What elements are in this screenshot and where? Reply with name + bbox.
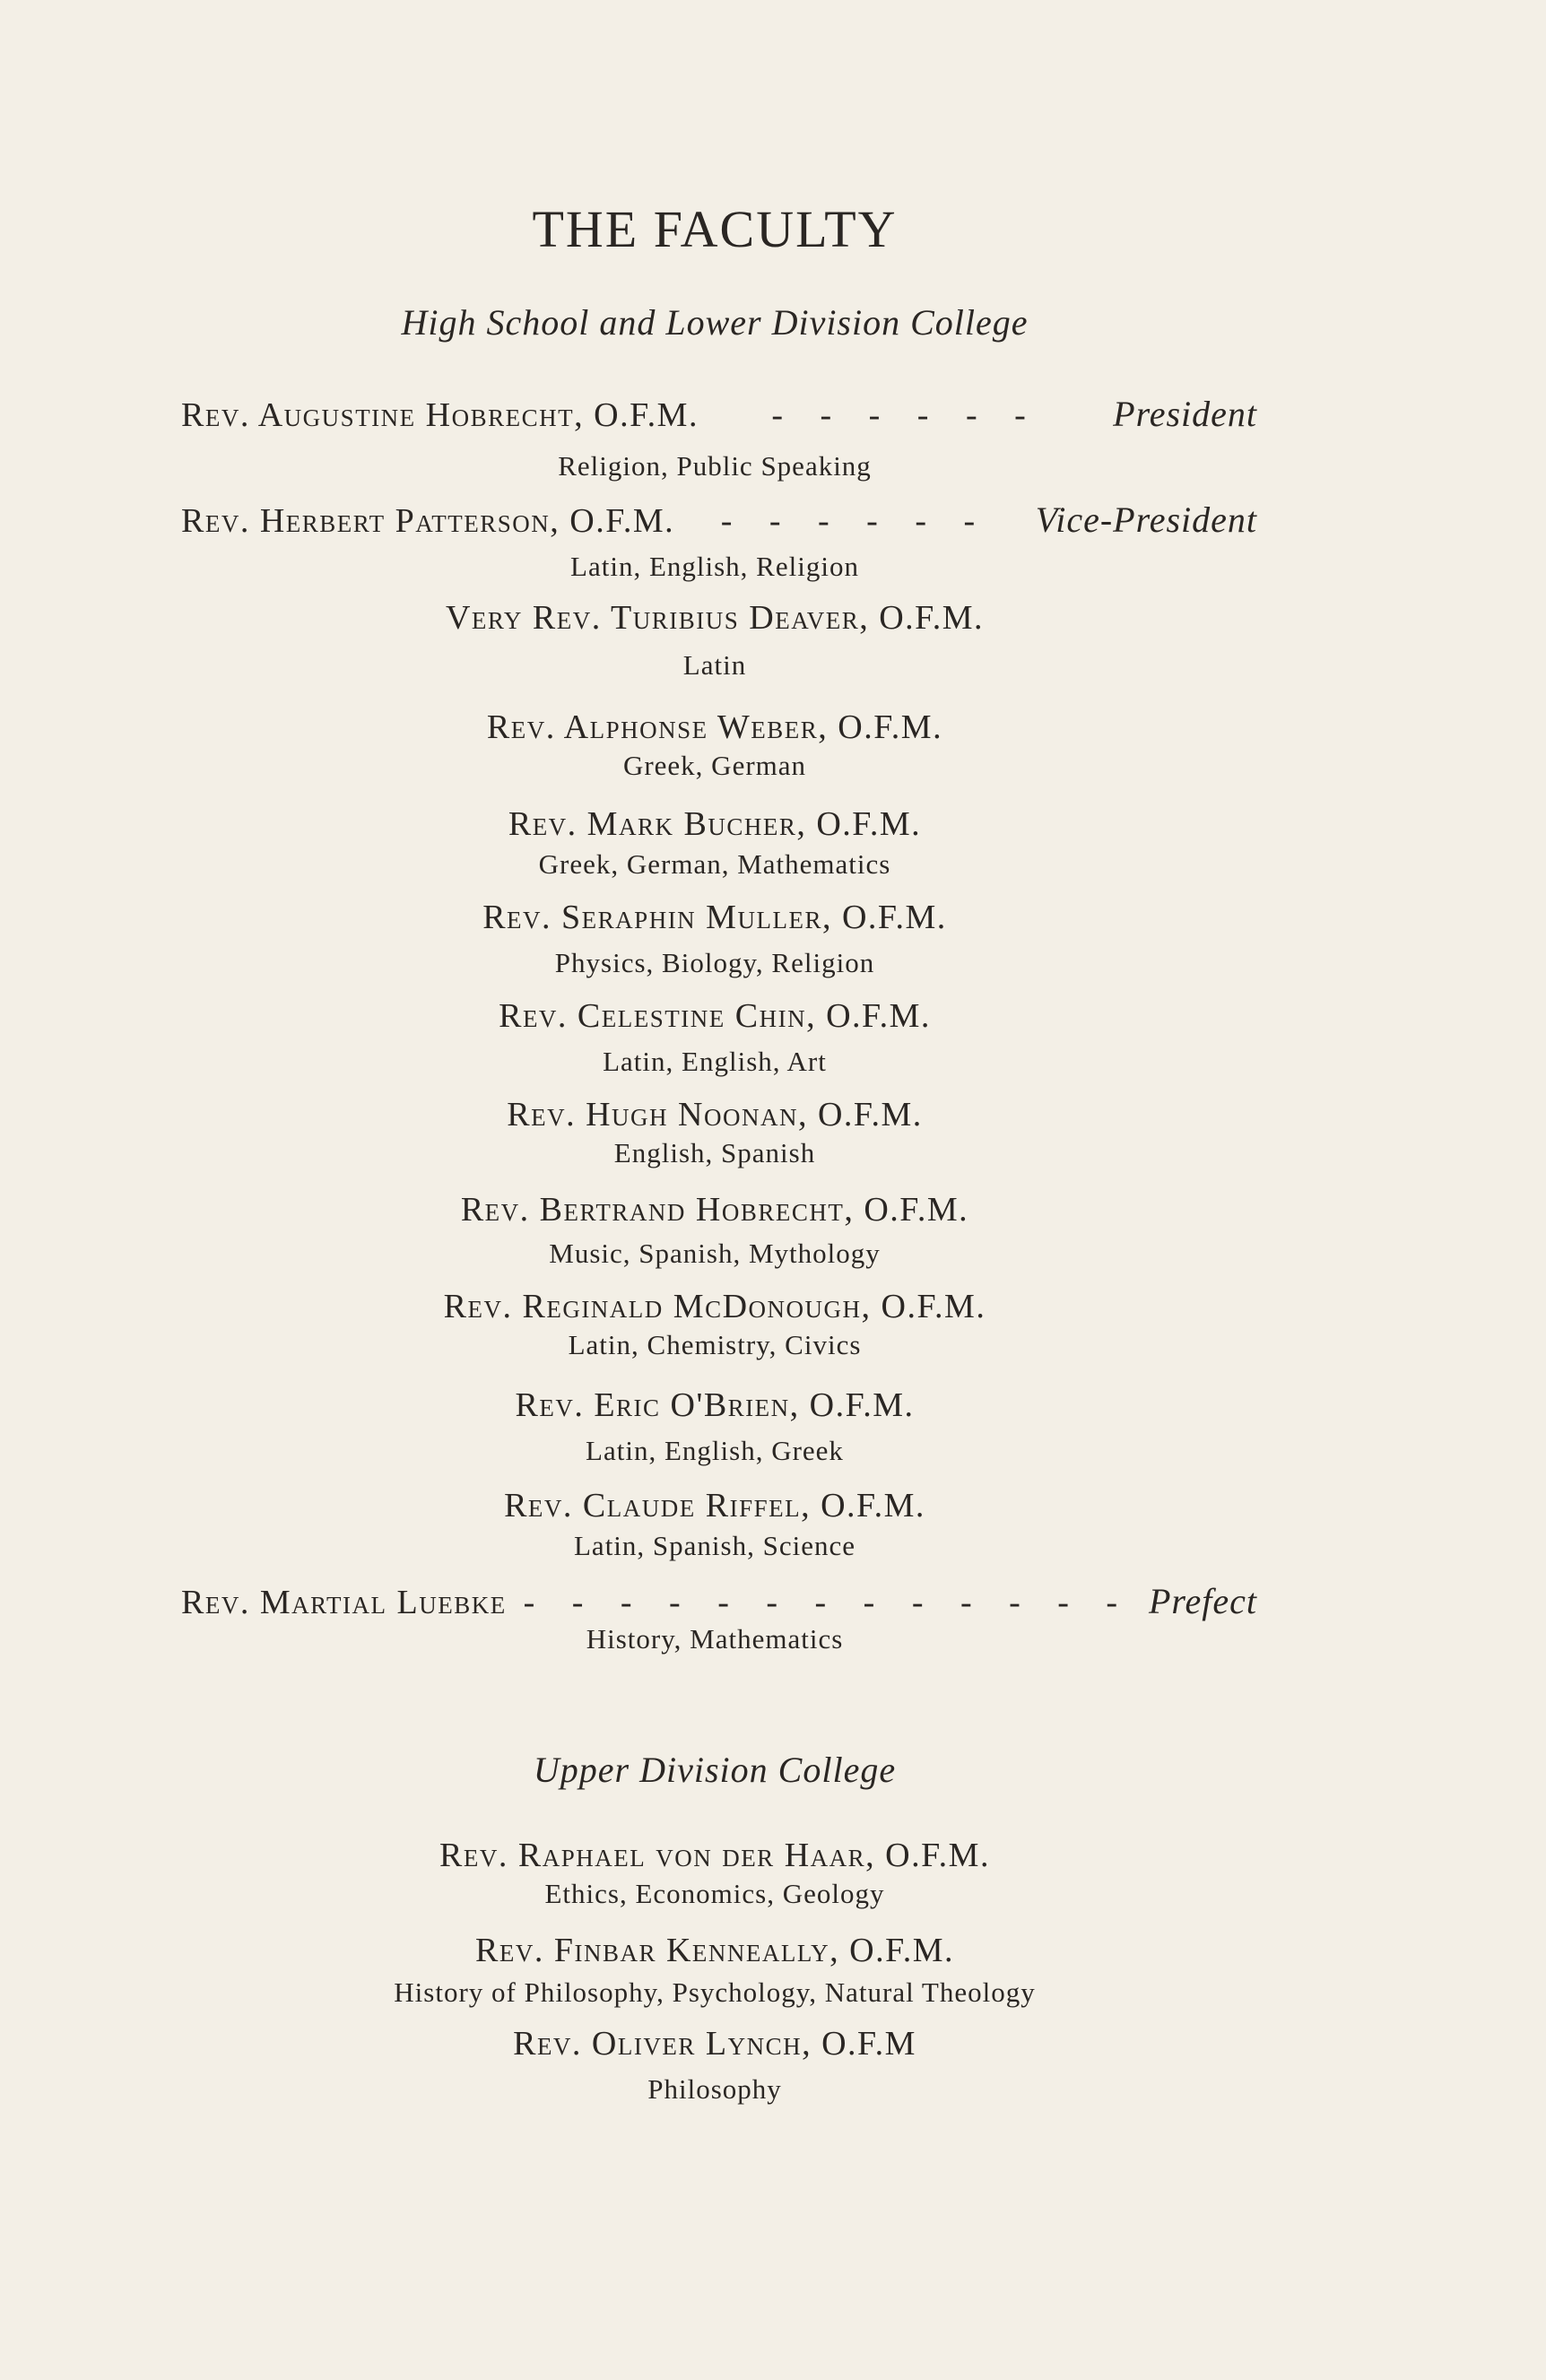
section-heading-upper-division: Upper Division College bbox=[533, 1750, 897, 1790]
member-name: Rev. Seraphin Muller, O.F.M. bbox=[482, 899, 947, 936]
dot-leaders: - - - - - - - - - - - - - bbox=[523, 1584, 1133, 1621]
member-subjects: Latin, Chemistry, Civics bbox=[568, 1329, 862, 1360]
member-name: Rev. Bertrand Hobrecht, O.F.M. bbox=[460, 1191, 969, 1229]
member-subjects: Ethics, Economics, Geology bbox=[544, 1878, 885, 1909]
member-role: Vice-President bbox=[1035, 499, 1257, 540]
dot-leaders: - - - - - - bbox=[720, 502, 990, 540]
page-title: THE FACULTY bbox=[532, 200, 898, 258]
member-subjects: History of Philosophy, Psychology, Natural Theology bbox=[394, 1976, 1036, 2008]
member-subjects: Greek, German, Mathematics bbox=[538, 848, 891, 880]
member-name: Rev. Reginald McDonough, O.F.M. bbox=[443, 1288, 986, 1325]
member-subjects: History, Mathematics bbox=[586, 1623, 844, 1655]
member-subjects: Physics, Biology, Religion bbox=[554, 947, 875, 978]
dot-leaders: - - - - - - bbox=[771, 396, 1040, 434]
member-subjects: Music, Spanish, Mythology bbox=[549, 1238, 881, 1269]
member-name: Rev. Herbert Patterson, O.F.M. bbox=[181, 502, 675, 540]
member-subjects: Greek, German bbox=[622, 750, 807, 781]
member-role: President bbox=[1113, 394, 1257, 434]
member-name: Rev. Raphael von der Haar, O.F.M. bbox=[439, 1837, 990, 1874]
faculty-member-name bbox=[181, 396, 1257, 432]
member-name: Rev. Hugh Noonan, O.F.M. bbox=[507, 1096, 923, 1134]
member-subjects: Philosophy bbox=[647, 2073, 782, 2105]
faculty-member-name bbox=[181, 1581, 1257, 1621]
member-name: Rev. Martial Luebke bbox=[181, 1584, 507, 1621]
member-name: Rev. Alphonse Weber, O.F.M. bbox=[486, 708, 943, 746]
member-role: Prefect bbox=[1148, 1581, 1257, 1621]
member-subjects: Latin bbox=[682, 649, 747, 681]
member-name: Rev. Finbar Kenneally, O.F.M. bbox=[474, 1932, 954, 1969]
member-subjects: Latin, English, Religion bbox=[570, 551, 859, 582]
section-heading-lower-division: High School and Lower Division College bbox=[401, 302, 1029, 343]
faculty-member-name bbox=[181, 499, 1257, 540]
member-name: Very Rev. Turibius Deaver, O.F.M. bbox=[445, 599, 985, 637]
member-name: Rev. Celestine Chin, O.F.M. bbox=[499, 997, 931, 1035]
member-subjects: Latin, Spanish, Science bbox=[574, 1530, 856, 1561]
member-subjects: Latin, English, Art bbox=[603, 1046, 827, 1077]
member-subjects: English, Spanish bbox=[613, 1137, 816, 1168]
member-name: Rev. Eric O'Brien, O.F.M. bbox=[515, 1386, 915, 1424]
member-name: Rev. Mark Bucher, O.F.M. bbox=[508, 805, 922, 843]
member-subjects: Religion, Public Speaking bbox=[558, 450, 872, 482]
member-name: Rev. Claude Riffel, O.F.M. bbox=[504, 1487, 925, 1524]
member-name: Rev. Augustine Hobrecht, O.F.M. bbox=[181, 396, 699, 434]
member-name: Rev. Oliver Lynch, O.F.M bbox=[513, 2025, 916, 2063]
member-subjects: Latin, English, Greek bbox=[586, 1435, 844, 1466]
